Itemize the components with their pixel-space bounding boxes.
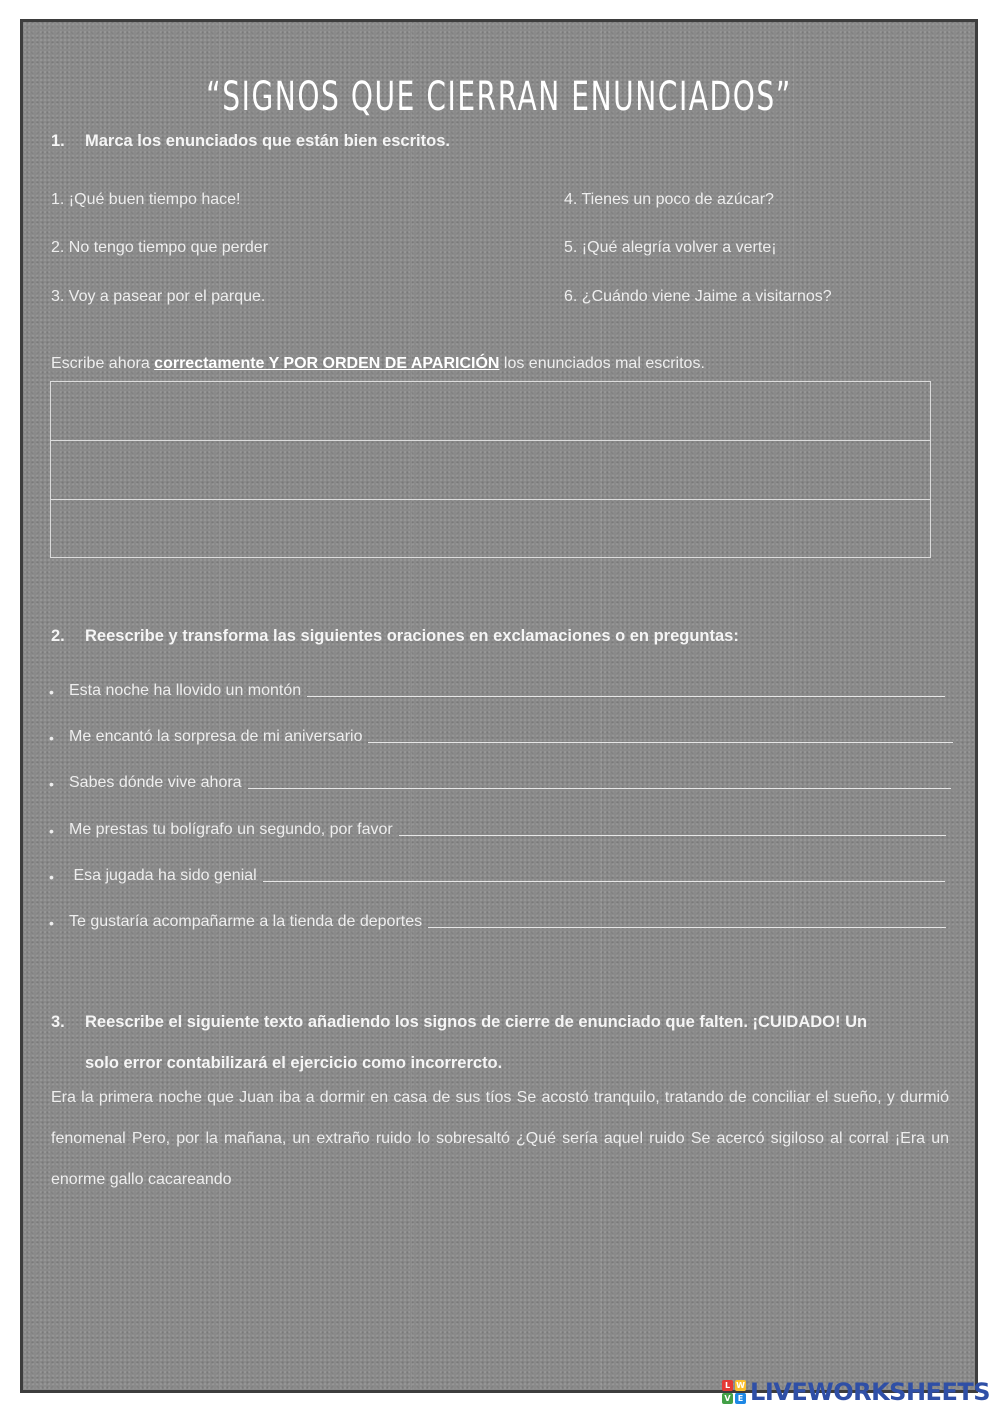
answer-field-1[interactable] bbox=[51, 382, 930, 441]
section2-heading-text: Reescribe y transforma las siguientes oraciones en exclamaciones o en preguntas: bbox=[85, 627, 739, 645]
sentence-item-2[interactable]: 2. No tengo tiempo que perder bbox=[51, 239, 269, 256]
logo-letter: V bbox=[722, 1393, 733, 1404]
rewrite-sentence: Esta noche ha llovido un montón bbox=[69, 682, 302, 699]
rewrite-answer-line[interactable] bbox=[248, 787, 951, 789]
logo-letter: W bbox=[736, 1381, 745, 1390]
instruction-text: los enunciados mal escritos. bbox=[499, 355, 705, 372]
bullet-icon: • bbox=[49, 915, 54, 931]
section1-heading bbox=[51, 132, 949, 151]
section3-heading-line1: Reescribe el siguiente texto añadiendo los signos de cierre de enunciado que falten. ¡CUIDADO! Un bbox=[85, 1013, 868, 1031]
bullet-icon: • bbox=[49, 869, 54, 885]
sentence-item-5[interactable]: 5. ¡Qué alegría volver a verte¡ bbox=[564, 239, 777, 256]
bullet-icon: • bbox=[49, 684, 54, 700]
rewrite-sentence: Me prestas tu bolígrafo un segundo, por favor bbox=[69, 821, 393, 838]
worksheet-page bbox=[20, 19, 978, 1393]
rewrite-row bbox=[49, 817, 946, 839]
rewrite-answer-line[interactable] bbox=[307, 695, 945, 697]
rewrite-answer-line[interactable] bbox=[399, 834, 946, 836]
rewrite-answer-line[interactable] bbox=[263, 880, 945, 882]
rewrite-row bbox=[49, 863, 945, 885]
section3-heading bbox=[51, 1002, 949, 1084]
rewrite-answer-line[interactable] bbox=[428, 926, 946, 928]
rewrite-answer-line[interactable] bbox=[368, 741, 953, 743]
sentence-item-6[interactable]: 6. ¿Cuándo viene Jaime a visitarnos? bbox=[564, 288, 832, 305]
liveworksheets-logo bbox=[722, 1378, 990, 1406]
rewrite-sentence: Esa jugada ha sido genial bbox=[69, 867, 257, 884]
logo-mark-icon bbox=[722, 1380, 746, 1404]
answer-box bbox=[50, 381, 931, 558]
sentence-item-3[interactable]: 3. Voy a pasear por el parque. bbox=[51, 288, 266, 305]
rewrite-sentence: Te gustaría acompañarme a la tienda de deportes bbox=[69, 913, 423, 930]
sentence-item-4[interactable]: 4. Tienes un poco de azúcar? bbox=[564, 191, 774, 208]
rewrite-row bbox=[49, 770, 951, 792]
section1-heading-text: Marca los enunciados que están bien escritos. bbox=[85, 132, 450, 150]
rewrite-row bbox=[49, 678, 945, 700]
bullet-icon: • bbox=[49, 776, 54, 792]
answer-field-2[interactable] bbox=[51, 441, 930, 500]
sentence-item-1[interactable]: 1. ¡Qué buen tiempo hace! bbox=[51, 191, 241, 208]
section2-number: 2. bbox=[51, 627, 65, 645]
section3-paragraph[interactable]: Era la primera noche que Juan iba a dormir en casa de sus tíos Se acostó tranquilo, tratando de conciliar el sueño, y durmió fenomenal Pero, por la mañana, un extraño ruido lo sobresaltó ¿Qué sería aquel ruido Se acercó sigiloso al corral ¡Era un enorme gallo cacareando bbox=[51, 1089, 949, 1188]
brand-name: LIVEWORKSHEETS bbox=[750, 1378, 990, 1406]
section1-number: 1. bbox=[51, 132, 65, 150]
answer-field-3[interactable] bbox=[51, 500, 930, 558]
section3-number: 3. bbox=[51, 1013, 65, 1031]
logo-letter: L bbox=[722, 1380, 733, 1391]
instruction-text: Escribe ahora bbox=[51, 355, 155, 372]
rewrite-row bbox=[49, 724, 953, 746]
rewrite-sentence: Sabes dónde vive ahora bbox=[69, 774, 242, 791]
page-title: “SIGNOS QUE CIERRAN ENUNCIADOS” bbox=[206, 74, 792, 120]
instruction-emphasis: correctamente Y POR ORDEN DE APARICIÓN bbox=[154, 355, 500, 372]
section1-instruction bbox=[51, 355, 705, 373]
section2-heading bbox=[51, 627, 949, 646]
logo-letter: E bbox=[735, 1393, 746, 1404]
bullet-icon: • bbox=[49, 823, 54, 839]
bullet-icon: • bbox=[49, 730, 54, 746]
section3-heading-line2: solo error contabilizará el ejercicio como incorrercto. bbox=[85, 1054, 503, 1072]
rewrite-row bbox=[49, 909, 946, 931]
rewrite-sentence: Me encantó la sorpresa de mi aniversario bbox=[69, 728, 363, 745]
